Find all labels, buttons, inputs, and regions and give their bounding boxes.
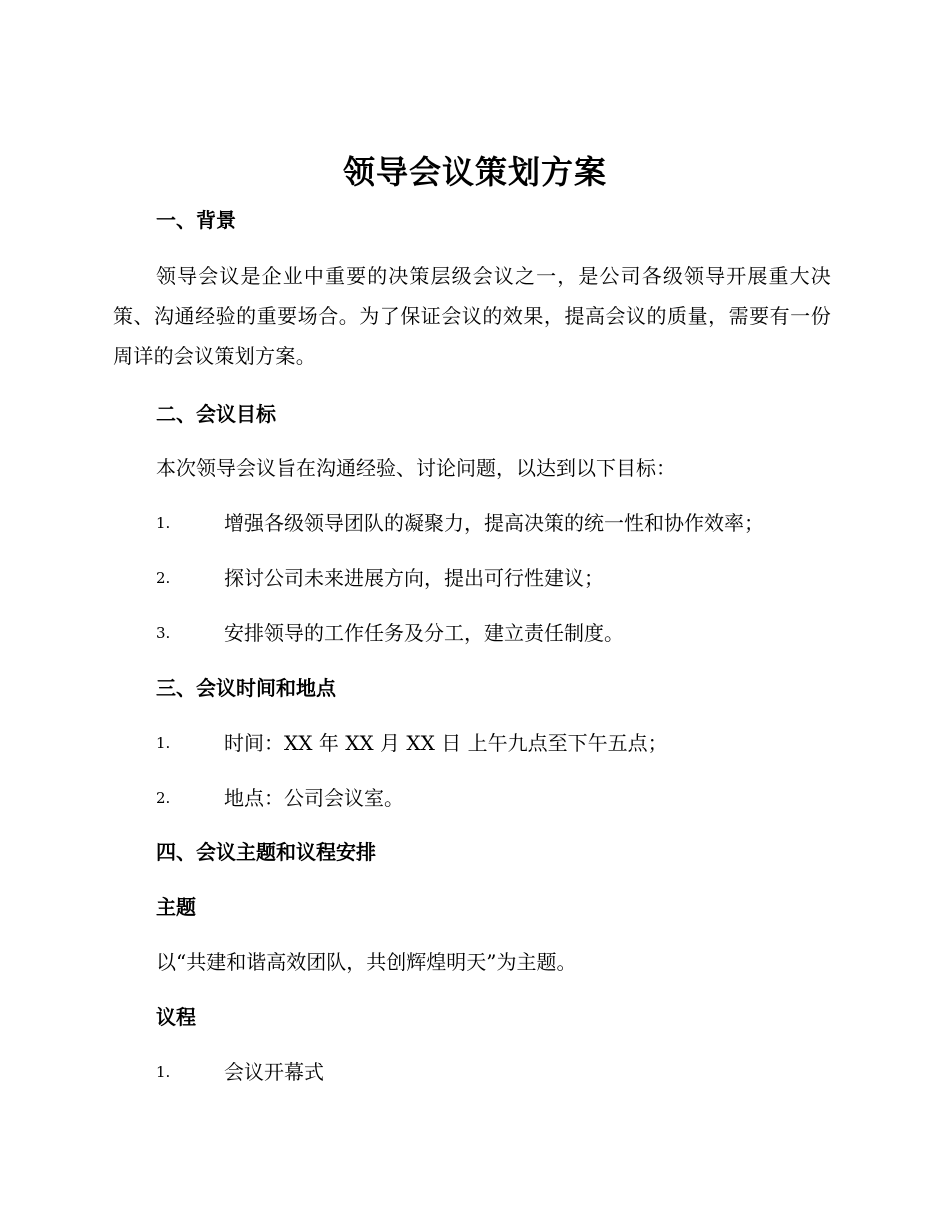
list-item: 地点：公司会议室。 [224, 786, 404, 810]
section-heading-time-place: 三、会议时间和地点 [156, 676, 336, 700]
list-item: 时间：XX 年 XX 月 XX 日 上午九点至下午五点； [224, 731, 668, 755]
document-title: 领导会议策划方案 [342, 153, 607, 191]
section-heading-theme-agenda: 四、会议主题和议程安排 [156, 840, 376, 864]
goals-intro: 本次领导会议旨在沟通经验、讨论问题，以达到以下目标： [156, 456, 676, 480]
section-heading-background: 一、背景 [156, 208, 236, 232]
background-paragraph: 领导会议是企业中重要的决策层级会议之一，是公司各级领导开展重大决策、沟通经验的重要场合。为了保证会议的效果，提高会议的质量，需要有一份周详的会议策划方案。 [113, 264, 831, 368]
list-item: 安排领导的工作任务及分工，建立责任制度。 [224, 621, 624, 645]
section-heading-goals: 二、会议目标 [156, 402, 276, 426]
list-item: 增强各级领导团队的凝聚力，提高决策的统一性和协作效率； [224, 511, 764, 535]
list-item: 探讨公司未来进展方向，提出可行性建议； [224, 566, 604, 590]
list-item: 会议开幕式 [224, 1060, 324, 1084]
list-item-number: 3. [156, 624, 171, 642]
subheading-theme: 主题 [156, 895, 196, 919]
list-item-number: 1. [156, 734, 171, 752]
list-item-number: 1. [156, 514, 171, 532]
theme-text: 以“共建和谐高效团队，共创辉煌明天”为主题。 [156, 950, 577, 974]
list-item-number: 2. [156, 789, 171, 807]
subheading-agenda: 议程 [156, 1005, 196, 1029]
list-item-number: 2. [156, 569, 171, 587]
list-item-number: 1. [156, 1063, 171, 1081]
